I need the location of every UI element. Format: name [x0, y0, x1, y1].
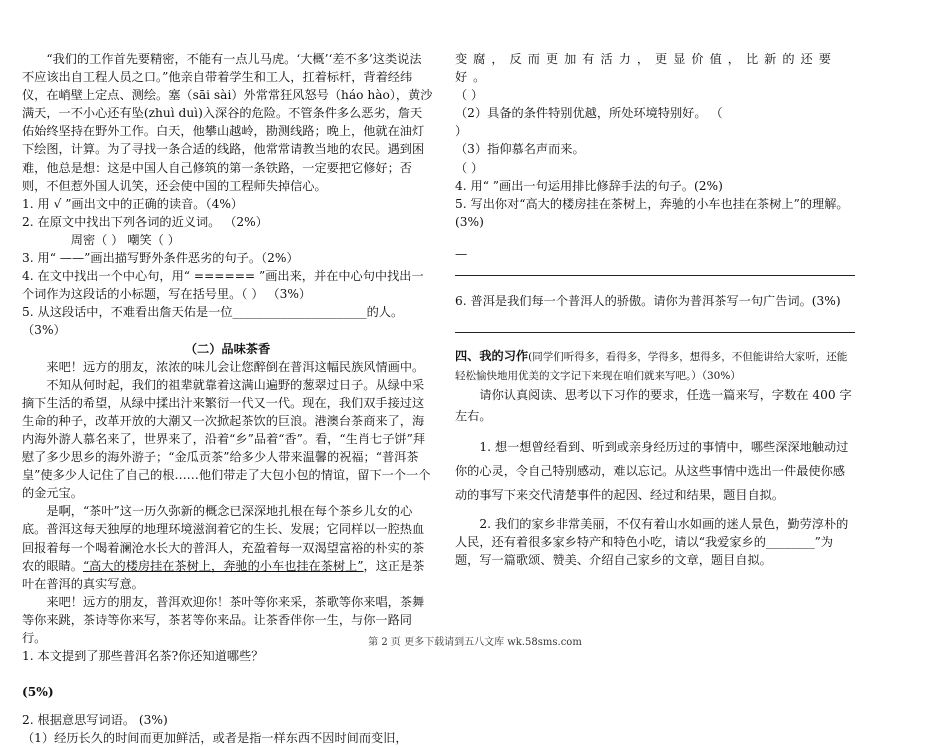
question-5: 5. 从这段话中，不难看出詹天佑是一位______________________的人。（3%）	[22, 305, 404, 338]
tea-paragraph-2: 不知从何时起，我们的祖辈就靠着这满山遍野的葱翠过日子。从绿中采摘下生活的希望，从绿中揉出汁来繁衍一代又一代。现在，我们双手接过这生命的种子，改革开放的大潮又一次掀起茶饮的巨浪。港澳台茶商来了，海内海外游人慕名来了，世界来了，沿着“乡”品着“香”。看，“生肖七子饼”拜慰了多少思乡的海外游子；“金瓜贡茶”给多少人带来温馨的祝福；“普洱茶皇”使多少人记住了自己的根……他们带走了大包小包的情谊，留下一个一个的金元宝。	[22, 377, 431, 501]
section-4-header	[455, 347, 855, 385]
tea-question-2: 2. 根据意思写词语。 (3%)	[22, 713, 168, 728]
tea-question-1-score: (5%)	[22, 685, 54, 700]
tea-underlined-sentence: “高大的楼房挂在茶树上，奔驰的小车也挂在茶树上”	[82, 558, 364, 573]
right-column	[455, 50, 855, 569]
page-footer: 第 2 页 更多下载请到五八文库 wk.58sms.com	[368, 637, 582, 648]
word-definition-2: （2）具备的条件特别优越，所处环境特别好。 （	[455, 106, 723, 121]
section-4-title: 四、我的习作	[455, 349, 529, 364]
tea-question-2-1: （1）经历长久的时间而更加鲜活，或者是指一样东西不因时间而变旧，	[22, 731, 408, 746]
word-definition-1-cont: 变腐，反而更加有活力，更显价值，比新的还要好。	[455, 52, 837, 85]
question-5-right: 5. 写出你对“高大的楼房挂在茶树上，奔驰的小车也挂在茶树上”的理解。(3%)	[455, 196, 849, 229]
tea-paragraph-3-a: 是啊，“茶叶”这一历久弥新的概念已深深地扎根在每个茶乡儿女的心底。普洱这每天独厚的地理环境滋润着它的生长、发展；它同样以一腔热血回报着每一个喝着澜沧水长大的普洱人，充盈着每一双渴望富裕的朴实的茶农的眼睛。	[22, 504, 425, 573]
answer-paren-2: ）	[455, 124, 468, 139]
tea-paragraph-3-b: ，这正是茶叶在普洱的真实写意。	[22, 558, 425, 591]
tea-paragraph-3	[22, 502, 433, 592]
answer-paren-3: （ ）	[455, 160, 484, 175]
passage-paragraph: “我们的工作首先要精密，不能有一点儿马虎。‘大概’‘差不多’这类说法不应该出自工程人员之口。”他亲自带着学生和工人，扛着标杆，背着经纬仪，在峭壁上定点、测绘。塞（sāi sài）外常常狂风怒号（háo hào），黄沙满天，一不小心还有坠(zhuì duì)入深谷的危险。不管条件多么恶劣，詹天佑始终坚持在野外工作。白天，他攀山越岭，勘测线路；晚上，他就在油灯下绘图，计算。为了寻找一条合适的线路，他常常请教当地的农民。遇到困难，他总是想：这是中国人自己修筑的第一条铁路，一定要把它修好；否则，不但惹外国人讥笑，还会使中国的工程师失掉信心。	[22, 52, 433, 193]
tea-paragraph-4: 来吧！远方的朋友，普洱欢迎你！茶叶等你来采，茶歌等你来唱，茶舞等你来跳，茶诗等你来写，茶茗等你来品。让茶香伴你一生，与你一路同行。	[22, 594, 425, 645]
word-definition-3: （3）指仰慕名声而来。	[455, 142, 585, 157]
tea-paragraph-1: 来吧！远方的朋友，浓浓的味儿会让您醉倒在普洱这幅民族风情画中。	[46, 359, 425, 374]
section-title: （二）品味茶香	[184, 341, 271, 356]
answer-dash: —	[455, 246, 468, 261]
section-4-note: (同学们听得多，看得多，学得多，想得多，不但能讲给大家听，还能轻松愉快地用优美的文字记下来现在咱们就来写吧。）（30%）	[455, 351, 848, 383]
section-4-intro: 请你认真阅读、思考以下习作的要求，任选一篇来写，字数在 400 字左右。	[455, 388, 852, 424]
question-6-right: 6. 普洱是我们每一个普洱人的骄傲。请你为普洱茶写一句广告词。(3%)	[455, 294, 841, 309]
answer-line	[455, 263, 855, 276]
tea-question-1: 1. 本文提到了那些普洱名茶?你还知道哪些？	[22, 649, 264, 664]
answer-paren-1: （ ）	[455, 88, 484, 103]
writing-topic-2: 2. 我们的家乡非常美丽，不仅有着山水如画的迷人景色，勤劳淳朴的人民，还有着很多家乡特产和特色小吃，请以“我爱家乡的________”为题，写一篇歌颂、赞美、介绍自己家乡的文章，题目自拟。	[455, 517, 849, 568]
writing-topic-1: 1. 想一想曾经看到、听到或亲身经历过的事情中，哪些深深地触动过你的心灵，令自己特别感动，难以忘记。从这些事情中选出一件最使你感动的事写下来交代清楚事件的起因、经过和结果，题目自拟。	[455, 440, 849, 503]
question-2-words: 周密（ ） 嘲笑（ ）	[70, 232, 180, 247]
answer-line	[455, 320, 855, 333]
question-4-right: 4. 用“ ”画出一句运用排比修辞手法的句子。(2%)	[455, 178, 723, 193]
question-4: 4. 在文中找出一个中心句，用“ ====== ”画出来，并在中心句中找出一个词作为这段话的小标题，写在括号里。（ ） （3%）	[22, 269, 424, 302]
question-2: 2. 在原文中找出下列各词的近义词。 （2%）	[22, 214, 268, 229]
question-1: 1. 用 √ ”画出文中的正确的读音。（4%）	[22, 196, 244, 211]
question-3: 3. 用“ ——”画出描写野外条件恶劣的句子。（2%）	[22, 251, 299, 266]
